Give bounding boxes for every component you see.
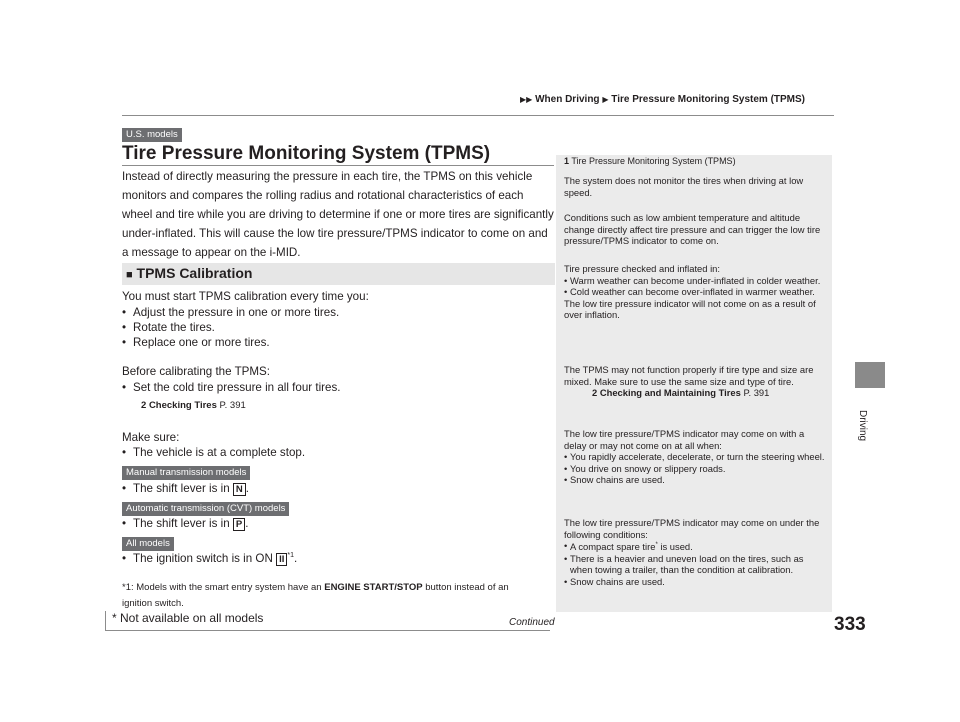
list-item: • The vehicle is at a complete stop. xyxy=(122,446,306,459)
bullet-icon: • xyxy=(122,482,127,495)
sidebar-heading: 1 Tire Pressure Monitoring System (TPMS) xyxy=(564,156,736,166)
all-models-badge: All models xyxy=(122,537,174,551)
before-calibrating: Before calibrating the TPMS: xyxy=(122,365,271,378)
cross-reference-maintaining-tires[interactable] xyxy=(564,387,826,399)
sidebar-paragraph: The low tire pressure/TPMS indicator may come on under the following conditions: • A compact spare tire* is used. • There is a heavier and uneven load on the tires, such as when towing a trailer, than the condition at calibration. • Snow chains are used. xyxy=(564,517,826,587)
footnote-divider-tick xyxy=(105,611,106,631)
ignition-on-key: II xyxy=(276,553,287,566)
bullet-icon: • xyxy=(122,306,127,319)
page-title: Tire Pressure Monitoring System (TPMS) xyxy=(122,143,491,164)
bullet-icon: • xyxy=(122,336,127,349)
section-square-icon: ■ xyxy=(126,269,133,281)
bullet-icon: • xyxy=(564,474,568,485)
list-item: • There is a heavier and uneven load on the tires, such as when towing a trailer, than the condition at calibration. xyxy=(564,552,804,576)
bullet-icon: • xyxy=(122,552,127,565)
page-number: 333 xyxy=(834,614,866,635)
section-title-text: TPMS Calibration xyxy=(136,265,253,281)
footnote-marker: * xyxy=(655,542,658,548)
breadcrumb xyxy=(520,94,805,105)
note-icon: 1 xyxy=(564,156,570,166)
breadcrumb-arrow-icon: ▶▶ xyxy=(520,95,533,104)
bullet-icon: • xyxy=(564,286,568,297)
chapter-tab-marker xyxy=(855,362,885,388)
breadcrumb-arrow-icon: ▶ xyxy=(602,95,609,104)
gear-p-key: P xyxy=(233,518,245,531)
reference-icon: 2 xyxy=(141,400,147,411)
list-item: • Rotate the tires. xyxy=(122,321,215,334)
list-item: • The shift lever is in N . xyxy=(122,482,249,495)
sidebar-paragraph: The system does not monitor the tires when driving at low speed. xyxy=(564,175,804,198)
bullet-icon: • xyxy=(122,446,127,459)
bullet-icon: • xyxy=(564,451,568,462)
list-item: • The shift lever is in P . xyxy=(122,517,249,530)
list-item: • You rapidly accelerate, decelerate, or turn the steering wheel. xyxy=(564,451,825,462)
availability-footnote: * Not available on all models xyxy=(112,611,264,625)
list-item: • Adjust the pressure in one or more tires. xyxy=(122,306,340,319)
header-divider xyxy=(122,115,834,116)
sidebar-paragraph: Conditions such as low ambient temperature and altitude change directly affect tire pressure and can trigger the low tire pressure/TPMS indicator to come on. xyxy=(564,212,821,246)
breadcrumb-tpms[interactable]: Tire Pressure Monitoring System (TPMS) xyxy=(611,94,806,105)
footnote-smart-entry: *1: Models with the smart entry system have an ENGINE START/STOP button instead of an xyxy=(122,582,509,593)
list-item: • Set the cold tire pressure in all four tires. xyxy=(122,381,341,394)
continued-label: Continued xyxy=(509,617,555,628)
intro-paragraph: Instead of directly measuring the pressure in each tire, the TPMS on this vehicle monitors and compares the rolling radius and rotational characteristics of each wheel and tire while you are driving to determine if one or more tires are significantly under-inflated. This will cause the low tire pressure/TPMS indicator to come on and a message to appear on the i-MID. xyxy=(122,170,554,259)
list-item: • You drive on snowy or slippery roads. xyxy=(564,462,726,474)
xref-page: P. 391 xyxy=(743,387,770,398)
calibration-lead: You must start TPMS calibration every time you: xyxy=(122,290,369,303)
list-item: • Cold weather can become over-inflated in warmer weather. xyxy=(564,286,815,297)
bullet-icon: • xyxy=(122,381,127,394)
list-item: • A compact spare tire* is used. xyxy=(564,540,693,553)
footnote-divider xyxy=(105,630,550,631)
list-item: • Snow chains are used. xyxy=(564,474,665,485)
footnote-smart-entry-line2: ignition switch. xyxy=(122,598,184,609)
cvt-models-badge: Automatic transmission (CVT) models xyxy=(122,502,289,516)
list-item: • Replace one or more tires. xyxy=(122,336,270,349)
sidebar-paragraph: The low tire pressure/TPMS indicator may come on with a delay or may not come on at all when: • You rapidly accelerate, decelerate, or turn the steering wheel. • You drive on snowy or slippery roads. • Snow chains are used. xyxy=(564,428,825,485)
sidebar-paragraph: Tire pressure checked and inflated in: • Warm weather can become under-inflated in colder weather. • Cold weather can become over-inflated in warmer weather. The low tire pressure indicator will not come on as a result of over inflation. xyxy=(564,263,826,321)
gear-n-key: N xyxy=(233,483,246,496)
xref-label: Checking Tires xyxy=(148,400,217,411)
sidebar-paragraph: The TPMS may not function properly if tire type and size are mixed. Make sure to use the same size and type of tire. 2 Checking and Maintaining Tires P. 391 xyxy=(564,364,826,399)
bullet-icon: • xyxy=(564,540,568,551)
title-divider xyxy=(122,165,554,166)
xref-page: P. 391 xyxy=(219,400,246,411)
list-item: • The ignition switch is in ON II $^{*1}$. xyxy=(122,552,298,565)
bullet-icon: • xyxy=(122,517,127,530)
bullet-icon: • xyxy=(564,462,568,474)
manual-transmission-badge: Manual transmission models xyxy=(122,466,250,480)
us-models-badge: U.S. models xyxy=(122,128,182,142)
engine-start-stop-label: ENGINE START/STOP xyxy=(324,582,423,593)
bullet-icon: • xyxy=(122,321,127,334)
bullet-icon: • xyxy=(564,274,568,286)
list-item: • Snow chains are used. xyxy=(564,575,665,587)
chapter-tab-label: Driving xyxy=(857,410,868,442)
xref-label: Checking and Maintaining Tires xyxy=(599,387,741,398)
cross-reference-checking-tires[interactable] xyxy=(141,400,246,411)
list-item: • Warm weather can become under-inflated in colder weather. xyxy=(564,274,821,286)
footnote-marker: *1 xyxy=(287,552,294,560)
section-title xyxy=(126,265,252,281)
breadcrumb-when-driving[interactable]: When Driving xyxy=(535,94,600,105)
reference-icon: 2 xyxy=(592,387,598,398)
bullet-icon: • xyxy=(564,575,568,587)
bullet-icon: • xyxy=(564,552,568,564)
make-sure: Make sure: xyxy=(122,431,180,444)
